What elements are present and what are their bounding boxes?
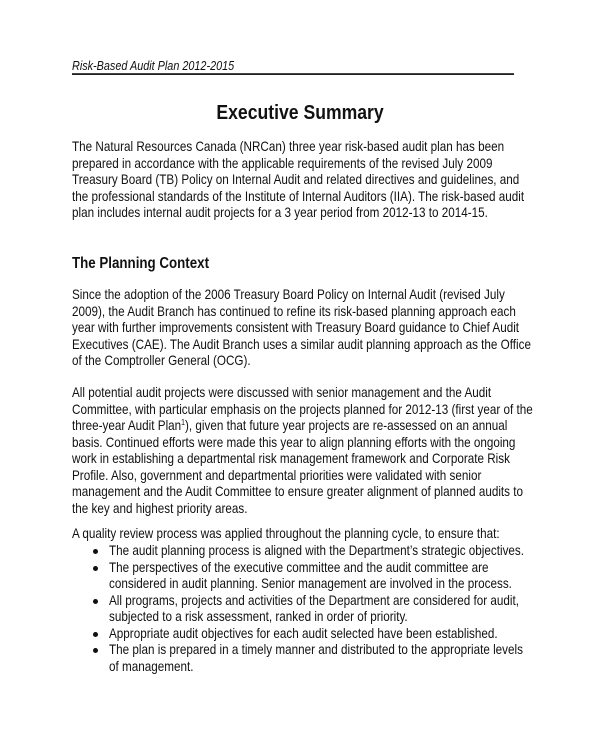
page-title <box>0 102 600 125</box>
text-line: The audit planning process is aligned with the Department’s strategic objectives. <box>109 543 525 558</box>
text-line: Appropriate audit objectives for each audit selected have been established. <box>109 625 498 641</box>
bullet-icon <box>93 648 98 653</box>
text-line: Since the adoption of the 2006 Treasury Board Policy on Internal Audit (revised July <box>72 287 505 302</box>
text-line: management and the Audit Committee to ensure greater alignment of planned audits to <box>72 484 524 499</box>
text-line: the key and highest priority areas. <box>72 500 248 516</box>
text-line: The plan is prepared in a timely manner and distributed to the appropriate levels <box>109 642 523 657</box>
text-line: The Natural Resources Canada (NRCan) three year risk-based audit plan has been <box>72 139 505 154</box>
list-item <box>72 543 592 560</box>
text-line: the professional standards of the Institute of Internal Auditors (IIA). The risk-based audit <box>72 188 525 204</box>
bullet-icon <box>93 566 98 571</box>
text-line: year with further improvements consistent with Treasury Board guidance to Chief Audit <box>72 320 520 335</box>
header-rule <box>72 73 514 75</box>
list-item <box>72 593 592 626</box>
text-line: Treasury Board (TB) Policy on Internal Audit and related directives and guidelines, and <box>72 172 520 187</box>
intro-paragraph <box>72 139 598 222</box>
text-line: subjected to a risk assessment, ranked in order of priority. <box>109 609 408 624</box>
planning-context-paragraph-1 <box>72 287 600 370</box>
quality-review-list <box>72 543 592 675</box>
running-header: Risk-Based Audit Plan 2012-2015 <box>72 59 235 73</box>
text-line: basis. Continued efforts were made this year to align planning efforts with the ongoing <box>72 434 516 450</box>
text-line: All programs, projects and activities of the Department are considered for audit, <box>109 592 520 608</box>
bullet-icon <box>93 632 98 637</box>
text-line: considered in audit planning. Senior management are involved in the process. <box>109 576 512 591</box>
text-fragment: three-year Audit Plan <box>72 418 182 433</box>
planning-context-paragraph-2 <box>72 385 600 517</box>
footnote-reference[interactable]: 1 <box>181 418 186 427</box>
list-item <box>72 626 592 643</box>
text-line: Committee, with particular emphasis on the projects planned for 2012-13 (first year of the <box>72 401 533 417</box>
text-line: of management. <box>109 658 194 674</box>
text-line: plan includes internal audit projects for a 3 year period from 2012-13 to 2014-15. <box>72 205 488 220</box>
text-line: of the Comptroller General (OCG). <box>72 353 251 368</box>
section-heading: The Planning Context <box>72 255 210 272</box>
bullet-icon <box>93 549 98 554</box>
text-line: 2009), the Audit Branch has continued to refine its risk-based planning approach each <box>72 303 516 319</box>
bullet-icon <box>93 599 98 604</box>
text-line: All potential audit projects were discussed with senior management and the Audit <box>72 385 492 400</box>
text-line-with-footnote <box>72 418 533 435</box>
text-line: prepared in accordance with the applicable requirements of the revised July 2009 <box>72 155 493 171</box>
text-line: Profile. Also, government and departmental priorities were validated with senior <box>72 467 482 483</box>
list-item <box>72 560 592 593</box>
text-line: A quality review process was applied throughout the planning cycle, to ensure that: <box>72 526 500 541</box>
text-line: work in establishing a departmental risk management framework and Corporate Risk <box>72 451 510 466</box>
quality-review-lead <box>72 526 569 543</box>
list-item <box>72 642 592 675</box>
page-title-text: Executive Summary <box>216 102 384 124</box>
text-fragment: ), given that future year projects are re-assessed on an annual <box>185 418 508 433</box>
text-line: The perspectives of the executive committee and the audit committee are <box>109 559 489 575</box>
text-line: Executives (CAE). The Audit Branch uses a similar audit planning approach as the Office <box>72 336 531 352</box>
